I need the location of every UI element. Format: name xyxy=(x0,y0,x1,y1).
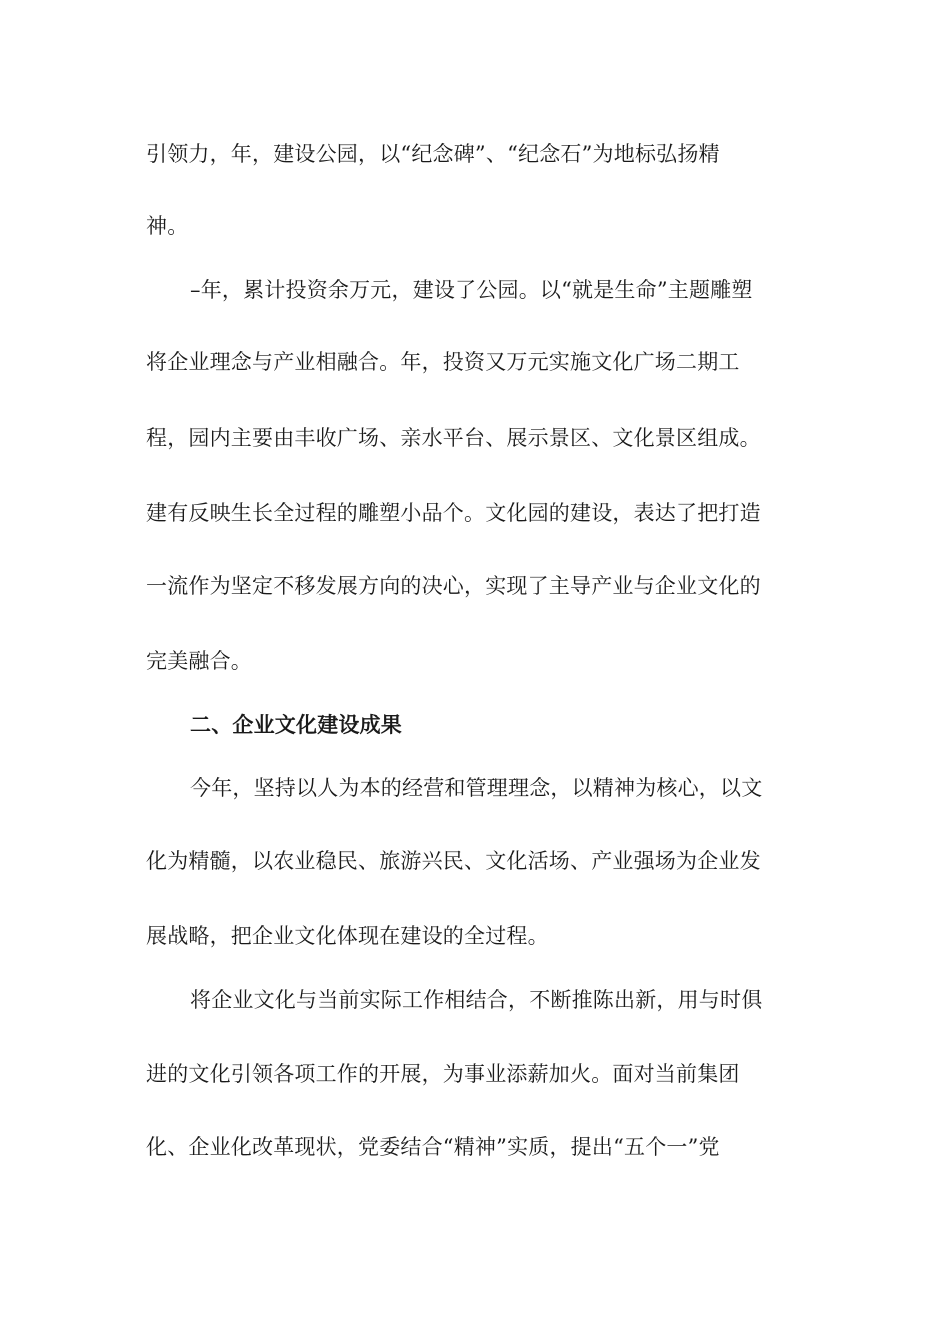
paragraph-line: 将企业理念与产业相融合。年，投资又万元实施文化广场二期工 xyxy=(146,350,740,374)
paragraph-line: 将企业文化与当前实际工作相结合，不断推陈出新，用与时俱 xyxy=(190,988,763,1012)
paragraph-line: 进的文化引领各项工作的开展，为事业添薪加火。面对当前集团 xyxy=(146,1062,740,1086)
paragraph-line: 引领力，年，建设公园，以“纪念碑”、“纪念石”为地标弘扬精 xyxy=(146,142,720,166)
paragraph-line: 建有反映生长全过程的雕塑小品个。文化园的建设，表达了把打造 xyxy=(146,501,761,525)
paragraph-line: 一流作为坚定不移发展方向的决心，实现了主导产业与企业文化的 xyxy=(146,574,761,598)
section-heading: 二、企业文化建设成果 xyxy=(190,712,402,737)
paragraph-line: –年，累计投资余万元，建设了公园。以“就是生命”主题雕塑 xyxy=(190,278,753,302)
paragraph-line: 程，园内主要由丰收广场、亲水平台、展示景区、文化景区组成。 xyxy=(146,426,761,450)
paragraph-line: 展战略，把企业文化体现在建设的全过程。 xyxy=(146,924,549,948)
paragraph-line: 化、企业化改革现状，党委结合“精神”实质，提出“五个一”党 xyxy=(146,1135,720,1159)
paragraph-line: 今年，坚持以人为本的经营和管理理念，以精神为核心，以文 xyxy=(190,776,763,800)
paragraph-line: 完美融合。 xyxy=(146,649,252,673)
paragraph-line: 神。 xyxy=(146,214,189,238)
paragraph-line: 化为精髓，以农业稳民、旅游兴民、文化活场、产业强场为企业发 xyxy=(146,849,761,873)
